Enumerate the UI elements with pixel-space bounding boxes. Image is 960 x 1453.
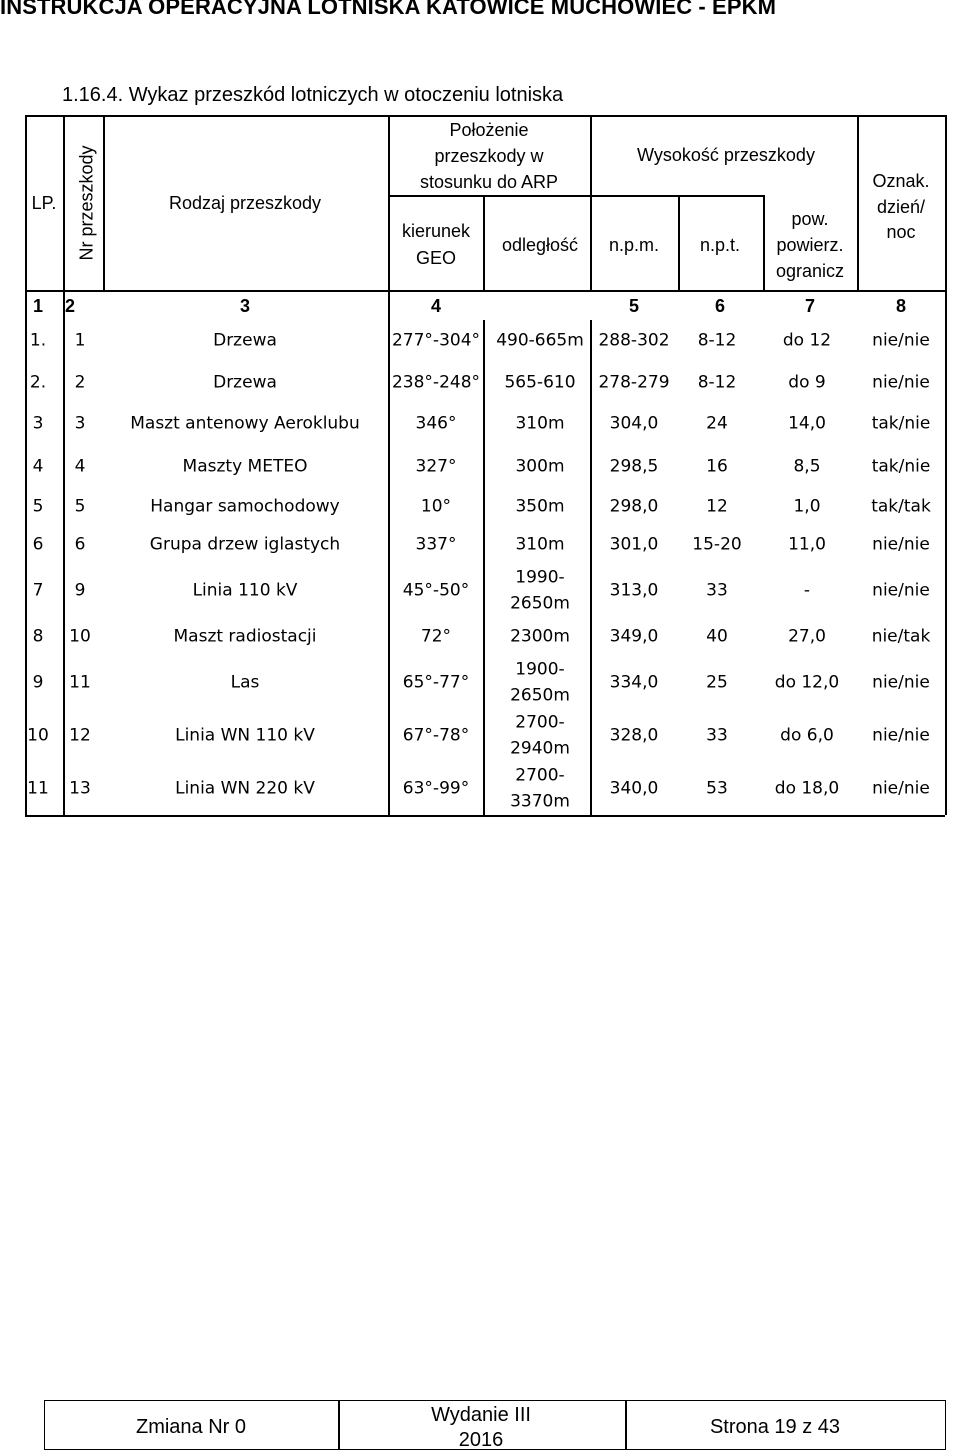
- table-cell-rodzaj: Drzewa: [213, 330, 277, 351]
- table-cell-odleglosc: 2650m: [510, 685, 570, 706]
- table-rule: [857, 115, 859, 290]
- table-cell-pow: do 9: [788, 372, 826, 393]
- table-cell-nr: 4: [74, 456, 86, 477]
- table-cell-nr: 10: [69, 626, 91, 647]
- table-cell-nr: 12: [69, 725, 91, 746]
- table-rule: [388, 115, 390, 815]
- table-cell-kierunek: 327°: [415, 456, 457, 477]
- table-cell-lp: 4: [32, 456, 44, 477]
- table-cell-npm: 340,0: [609, 778, 659, 799]
- table-cell-rodzaj: Linia 110 kV: [192, 580, 298, 601]
- table-cell-oznak: nie/nie: [872, 372, 930, 393]
- table-cell-oznak: tak/nie: [871, 456, 931, 477]
- table-cell-odleglosc: 2650m: [510, 593, 570, 614]
- section-title: 1.16.4. Wykaz przeszkód lotniczych w otoczeniu lotniska: [62, 84, 564, 106]
- header-kierunek: GEO: [415, 247, 457, 268]
- table-cell-lp: 11: [27, 778, 49, 799]
- table-cell-nr: 3: [74, 413, 86, 434]
- table-cell-nr: 13: [69, 778, 91, 799]
- table-cell-npt: 16: [706, 456, 728, 477]
- table-cell-npt: 24: [706, 413, 728, 434]
- header-kierunek: kierunek: [401, 220, 471, 241]
- table-rule: [945, 115, 947, 815]
- table-cell-rodzaj: Linia WN 110 kV: [175, 725, 315, 746]
- column-number: 1: [32, 295, 44, 316]
- table-cell-lp: 9: [32, 672, 44, 693]
- header-odleglosc: odległość: [501, 234, 579, 255]
- table-cell-kierunek: 63°-99°: [402, 778, 470, 799]
- table-cell-pow: do 12: [782, 330, 832, 351]
- table-cell-lp: 5: [32, 496, 44, 517]
- table-cell-npt: 33: [706, 580, 728, 601]
- header-npm: n.p.m.: [608, 234, 660, 255]
- table-cell-pow: 1,0: [793, 496, 821, 517]
- table-cell-oznak: nie/nie: [872, 725, 930, 746]
- table-rule: [103, 115, 105, 290]
- table-rule: [25, 815, 945, 817]
- table-cell-rodzaj: Grupa drzew iglastych: [149, 534, 341, 555]
- table-cell-odleglosc: 310m: [515, 534, 565, 555]
- header-rodzaj: Rodzaj przeszkody: [168, 192, 322, 213]
- header-nr-przeszkody: Nr przeszkody: [76, 145, 97, 261]
- header-wysokosc: Wysokość przeszkody: [637, 144, 815, 165]
- column-number: 5: [628, 295, 640, 316]
- table-cell-npm: 313,0: [609, 580, 659, 601]
- header-pow: powierz.: [776, 234, 844, 255]
- table-cell-pow: -: [803, 580, 811, 601]
- table-cell-pow: do 18,0: [774, 778, 840, 799]
- table-cell-nr: 5: [74, 496, 86, 517]
- table-cell-npt: 25: [706, 672, 728, 693]
- table-cell-kierunek: 277°-304°: [391, 330, 481, 351]
- document-header-title: INSTRUKCJA OPERACYJNA LOTNISKA KATOWICE MUCHOWIEC - EPKM: [0, 0, 777, 19]
- table-cell-oznak: nie/nie: [872, 534, 930, 555]
- table-cell-lp: 1.: [29, 330, 47, 351]
- table-cell-oznak: nie/nie: [872, 330, 930, 351]
- table-cell-rodzaj: Maszt radiostacji: [173, 626, 317, 647]
- table-cell-npm: 298,5: [609, 456, 659, 477]
- table-cell-odleglosc: 3370m: [510, 791, 570, 812]
- header-polozenie: stosunku do ARP: [419, 171, 559, 192]
- column-number: 2: [64, 295, 76, 316]
- table-cell-pow: 11,0: [788, 534, 826, 555]
- table-cell-pow: 27,0: [788, 626, 826, 647]
- table-cell-lp: 2.: [29, 372, 47, 393]
- header-npt: n.p.t.: [699, 234, 741, 255]
- table-cell-pow: 8,5: [793, 456, 821, 477]
- table-cell-kierunek: 45°-50°: [402, 580, 470, 601]
- table-cell-npm: 278-279: [598, 372, 670, 393]
- table-rule: [678, 195, 680, 290]
- footer-edition-year: 2016: [458, 1429, 504, 1451]
- table-cell-pow: do 12,0: [774, 672, 840, 693]
- header-pow: ogranicz: [775, 260, 845, 281]
- table-cell-oznak: nie/nie: [872, 672, 930, 693]
- table-cell-oznak: tak/tak: [871, 496, 931, 517]
- page-footer: [44, 1400, 946, 1450]
- table-cell-rodzaj: Hangar samochodowy: [150, 496, 340, 517]
- table-cell-kierunek: 67°-78°: [402, 725, 470, 746]
- table-cell-npt: 33: [706, 725, 728, 746]
- header-polozenie: Położenie: [449, 119, 529, 140]
- column-number: 8: [895, 295, 907, 316]
- table-rule: [590, 115, 592, 290]
- column-number: 3: [239, 295, 251, 316]
- table-cell-nr: 9: [74, 580, 86, 601]
- table-cell-npt: 8-12: [697, 330, 737, 351]
- table-cell-npm: 304,0: [609, 413, 659, 434]
- header-oznak: dzień/: [876, 196, 926, 217]
- table-cell-npm: 349,0: [609, 626, 659, 647]
- table-cell-npt: 40: [706, 626, 728, 647]
- table-cell-npm: 328,0: [609, 725, 659, 746]
- table-cell-npm: 288-302: [598, 330, 670, 351]
- table-cell-odleglosc: 310m: [515, 413, 565, 434]
- header-oznak: Oznak.: [872, 170, 930, 191]
- table-cell-lp: 10: [27, 725, 49, 746]
- footer-edition: Wydanie III: [431, 1404, 531, 1426]
- table-cell-odleglosc: 490-665m: [496, 330, 584, 351]
- table-cell-odleglosc: 300m: [515, 456, 565, 477]
- table-cell-odleglosc: 1900-: [515, 659, 565, 680]
- table-cell-nr: 1: [74, 330, 86, 351]
- table-cell-rodzaj: Maszty METEO: [182, 456, 308, 477]
- table-cell-lp: 6: [32, 534, 44, 555]
- column-number: 6: [714, 295, 726, 316]
- table-rule: [25, 290, 945, 292]
- table-cell-rodzaj: Linia WN 220 kV: [175, 778, 315, 799]
- table-rule: [483, 320, 485, 815]
- table-cell-odleglosc: 1990-: [515, 567, 565, 588]
- table-cell-odleglosc: 350m: [515, 496, 565, 517]
- table-cell-oznak: nie/nie: [872, 580, 930, 601]
- header-lp: LP.: [31, 192, 57, 213]
- header-oznak: noc: [886, 221, 916, 242]
- table-cell-nr: 11: [69, 672, 91, 693]
- table-cell-lp: 7: [32, 580, 44, 601]
- table-rule: [590, 320, 592, 815]
- table-cell-npt: 8-12: [697, 372, 737, 393]
- table-cell-oznak: tak/nie: [871, 413, 931, 434]
- table-cell-oznak: nie/nie: [872, 778, 930, 799]
- table-rule: [483, 195, 485, 290]
- column-number: 7: [804, 295, 816, 316]
- table-cell-odleglosc: 2700-: [515, 712, 565, 733]
- header-pow: pow.: [791, 208, 829, 229]
- table-cell-kierunek: 238°-248°: [391, 372, 481, 393]
- table-cell-npt: 15-20: [692, 534, 742, 555]
- table-cell-kierunek: 65°-77°: [402, 672, 470, 693]
- table-cell-pow: 14,0: [788, 413, 826, 434]
- table-cell-npm: 298,0: [609, 496, 659, 517]
- table-cell-nr: 2: [74, 372, 86, 393]
- table-cell-kierunek: 10°: [420, 496, 452, 517]
- table-cell-lp: 8: [32, 626, 44, 647]
- table-cell-rodzaj: Drzewa: [213, 372, 277, 393]
- table-cell-rodzaj: Las: [230, 672, 260, 693]
- table-cell-kierunek: 346°: [415, 413, 457, 434]
- table-rule: [763, 195, 765, 290]
- table-cell-odleglosc: 2700-: [515, 765, 565, 786]
- table-rule: [25, 115, 27, 815]
- footer-change-number: Zmiana Nr 0: [135, 1416, 247, 1438]
- table-cell-odleglosc: 2940m: [510, 738, 570, 759]
- table-cell-npt: 53: [706, 778, 728, 799]
- table-cell-npt: 12: [706, 496, 728, 517]
- table-cell-oznak: nie/tak: [871, 626, 931, 647]
- header-polozenie: przeszkody w: [434, 145, 544, 166]
- table-cell-odleglosc: 565-610: [504, 372, 576, 393]
- table-cell-npm: 334,0: [609, 672, 659, 693]
- column-number: 4: [430, 295, 442, 316]
- table-rule: [63, 115, 65, 815]
- table-cell-nr: 6: [74, 534, 86, 555]
- table-cell-kierunek: 72°: [420, 626, 452, 647]
- table-rule: [388, 195, 763, 197]
- table-cell-pow: do 6,0: [780, 725, 834, 746]
- footer-page-number: Strona 19 z 43: [709, 1416, 841, 1438]
- table-cell-npm: 301,0: [609, 534, 659, 555]
- table-cell-rodzaj: Maszt antenowy Aeroklubu: [130, 413, 360, 434]
- table-cell-kierunek: 337°: [415, 534, 457, 555]
- table-rule: [25, 115, 945, 117]
- table-cell-odleglosc: 2300m: [510, 626, 570, 647]
- table-cell-lp: 3: [32, 413, 44, 434]
